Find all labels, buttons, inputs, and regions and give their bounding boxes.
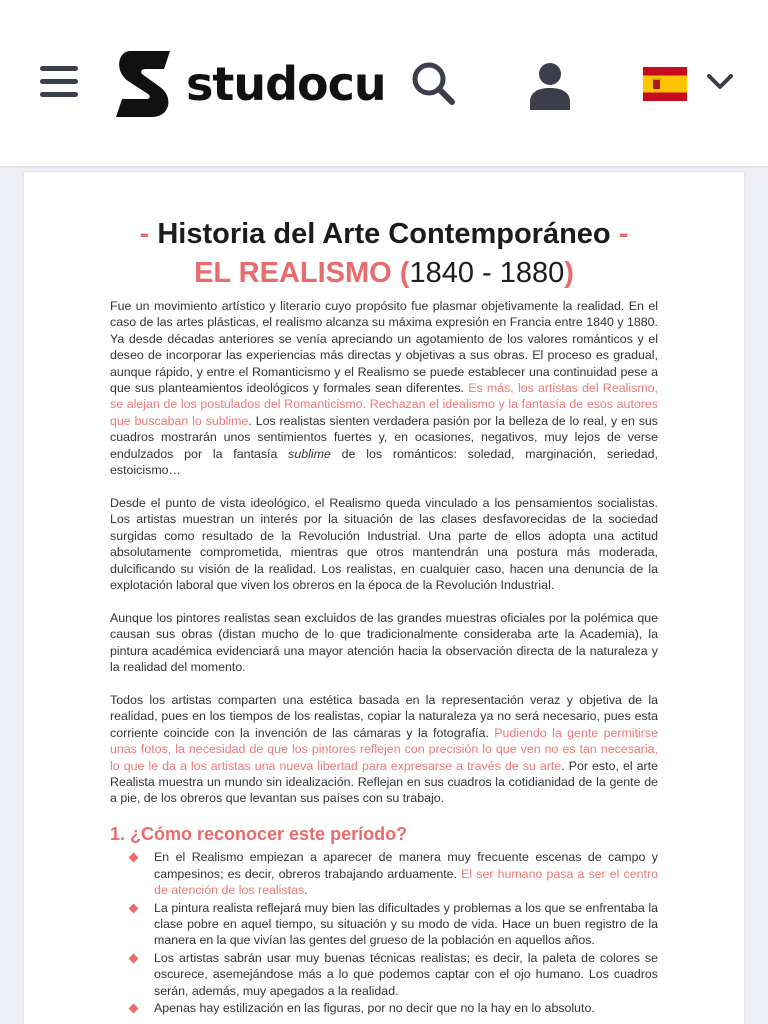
highlighted-text: El ser humano pasa a ser el centro de atención de los realistas [154, 866, 658, 898]
list-item [110, 950, 658, 999]
paragraph-ideology: Desde el punto de vista ideológico, el Realismo queda vinculado a los pensamientos socialistas. Los artistas muestran un interés por la situación de las clases desfavorecidas de la sociedad surgidas como resultado de la Revolución Industrial. Una parte de ellos adopta una actitud absolutamente comprometida, mientras que otros mantendrán una postura más moderada, dulcificando su visión de la realidad. Los realistas, en cualquier caso, hacen una denuncia de la explotación laboral que viven los obreros en la época de la Revolución Industrial. [110, 495, 658, 592]
spain-flag-icon[interactable] [643, 67, 687, 101]
italic-text: sublime [288, 446, 331, 461]
paragraph-text: de los románticos: soledad, marginación, seriedad, estoicismo… [110, 446, 659, 478]
paragraph-text: . Los realistas sienten verdadera pasión por la belleza de lo real, y en sus cuadros mostrarán unos sentimientos fuertes y, en ocasiones, negativos, muy lejos de verse endulzados por la fantasía [110, 413, 659, 461]
list-item [110, 900, 658, 949]
brand-name: studocu [186, 57, 386, 111]
studocu-logo[interactable] [116, 50, 386, 118]
title-text: Historia del Arte Contemporáneo [157, 218, 611, 250]
list-item [110, 849, 658, 898]
title-dash-right: - [618, 218, 629, 250]
section-heading: 1. ¿Cómo reconocer este período? [110, 824, 408, 845]
document-subtitle [110, 256, 658, 290]
subtitle-close: ) [564, 257, 574, 289]
paragraph-text: Todos los artistas comparten una estética basada en la representación veraz y objetiva de la realidad, pues en los tiempos de los realistas, copiar la naturaleza ya no será necesario, pues esta corriente coincide con la invención de las cámaras y la fotografía. [110, 693, 658, 740]
document-title [110, 216, 658, 252]
hamburger-menu-icon[interactable] [40, 66, 78, 102]
paragraph-aesthetics [110, 692, 658, 807]
list-item-text: . [304, 883, 308, 898]
list-item-text: Apenas hay estilización en las figuras, por no decir que no la hay en lo absoluto. [154, 1001, 595, 1016]
document-page [24, 172, 744, 1024]
paragraph-academy: Aunque los pintores realistas sean excluidos de las grandes muestras oficiales por la polémica que causan sus obras (distan mucho de lo que tradicionalmente consideraba arte la Academia), la pintura académica evidenciará una mayor atención hacia la observación directa de la naturaleza y la realidad del momento. [110, 610, 658, 675]
title-dash-left: - [139, 218, 150, 250]
list-item-text: En el Realismo empiezan a aparecer de manera muy frecuente escenas de campo y campesinos; es decir, obreros trabajando arduamente. [154, 850, 658, 881]
paragraph-text: . Por esto, el arte Realista muestra un mundo sin idealización. Reflejan en sus cuadros la cotidianidad de la gente de a pie, de los obreros que levantan sus países con su trabajo. [110, 758, 658, 806]
paragraph-text: Fue un movimiento artístico y literario cuyo propósito fue plasmar objetivamente la realidad. En el caso de las artes plásticas, el realismo alcanza su máxima expresión en Francia entre 1840 y 1880. Ya desde décadas anteriores se venía apreciando un agotamiento de los valores románticos y el deseo de incorporar las experiencias más directas y objetivas a sus obras. El proceso es gradual, aunque rápido, y entre el Romanticismo y el Realismo se puede establecer una continuidad pese a que sus planteamientos ideológicos y formales sean diferentes. [110, 299, 658, 396]
chevron-down-icon[interactable] [706, 72, 734, 92]
diamond-bullet-icon [129, 903, 139, 913]
list-item [110, 1000, 658, 1016]
search-icon[interactable] [410, 60, 456, 106]
subtitle-dates: 1840 - 1880 [409, 257, 565, 289]
highlighted-text: Pudiendo la gente permitirse unas fotos, la necesidad de que los pintores reflejen con precisión lo que ven no es tan necesaria, lo que le da a los artistas una nueva libertad para expresarse a través de su arte [110, 725, 658, 773]
subtitle-main: EL REALISMO ( [194, 257, 410, 289]
list-item-text: La pintura realista reflejará muy bien las dificultades y problemas a los que se enfrentaba la clase pobre en aquel tiempo, su situación y su modo de vida. Hace un buen registro de la manera en la que vivían las gentes del grueso de la población en aquellos años. [154, 900, 658, 948]
site-header [0, 0, 768, 168]
user-icon[interactable] [528, 62, 572, 110]
studocu-logo-mark-icon [116, 51, 178, 117]
diamond-bullet-icon [129, 853, 139, 863]
diamond-bullet-icon [129, 953, 139, 963]
document-content [110, 216, 658, 1017]
bullet-list [110, 849, 658, 1016]
highlighted-text: Es más, los artistas del Realismo, se alejan de los postulados del Romanticismo. Rechazan el idealismo y la fantasía de esos autores que buscaban lo sublime [110, 381, 658, 428]
list-item-text: Los artistas sabrán usar muy buenas técnicas realistas; es decir, la paleta de colores se oscurece, asemejándose más a lo que podemos captar con el ojo humano. Los cuadros serán, además, muy apegados a la realidad. [154, 950, 658, 998]
paragraph-intro [110, 298, 658, 478]
diamond-bullet-icon [129, 1004, 139, 1014]
